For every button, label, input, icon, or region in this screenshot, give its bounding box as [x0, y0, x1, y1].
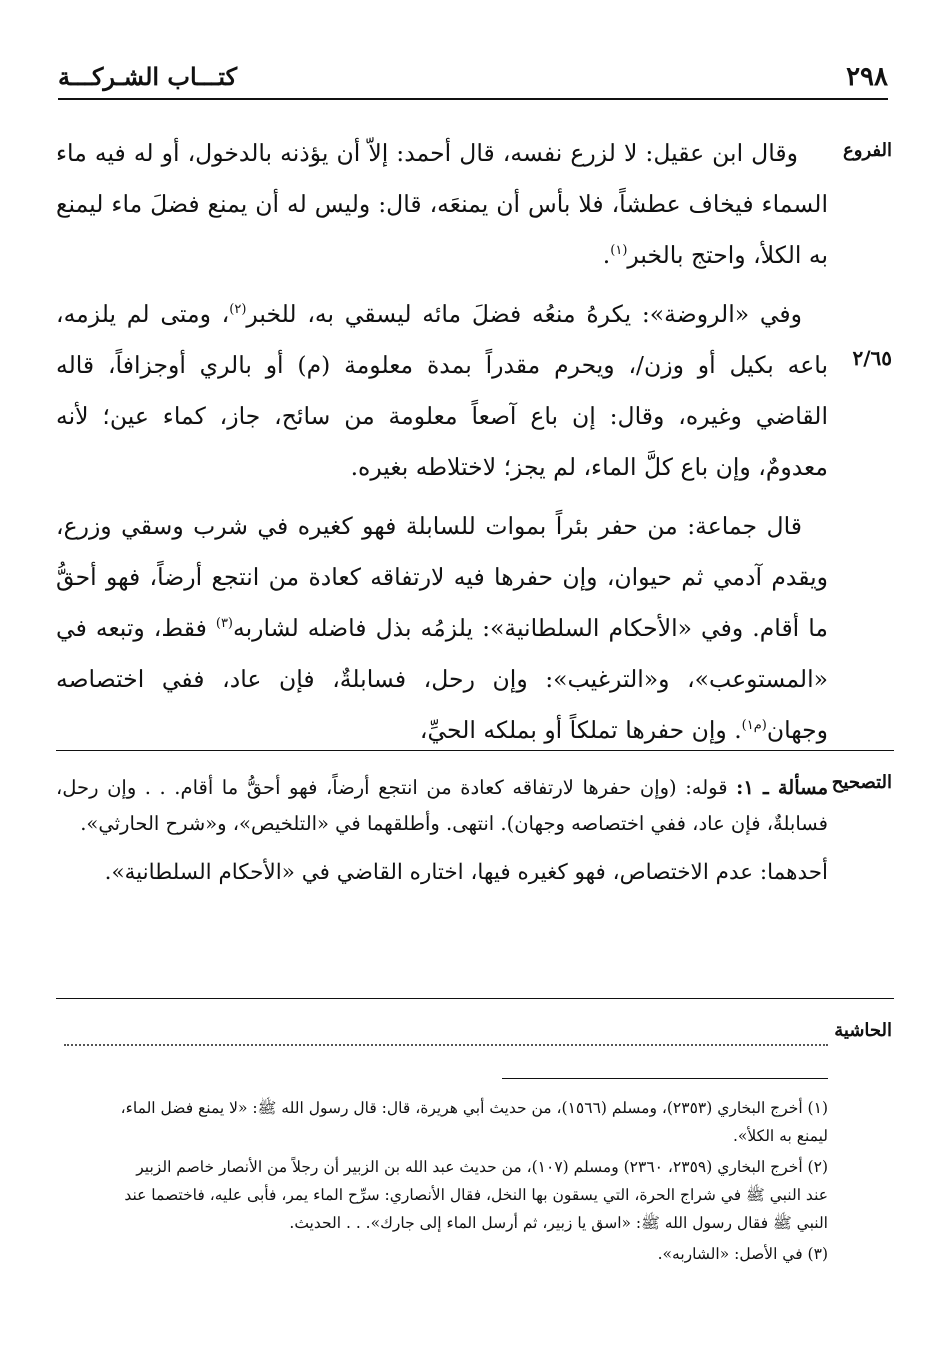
masala-label: مسألة ـ ١:	[736, 776, 829, 799]
footnote-ref-3[interactable]: (٣)	[215, 616, 233, 632]
book-title: كتـــاب الشـركـــة	[58, 62, 238, 91]
page-number: ٢٩٨	[846, 62, 888, 92]
footnote-ref-1[interactable]: (١)	[610, 243, 628, 259]
side-label-hashiya: الحاشية	[834, 1020, 892, 1041]
margin-reference: ٢/٦٥	[852, 346, 892, 370]
masala-ref-1[interactable]: (م١)	[741, 718, 767, 734]
section-divider-2	[56, 998, 894, 999]
main-paragraph-1: وقال ابن عقيل: لا لزرع نفسه، قال أحمد: إلاّ أن يؤذنه بالدخول، أو له فيه ماء السماء فيخاف عطشاً، فلا بأس أن يمنعَه، قال: وليس له أن يمنع فضلَ ماء ليمنع به الكلأ، واحتج بالخبر$^{(١)}$.	[56, 139, 828, 269]
page-header	[58, 62, 888, 100]
hashiya-dotted-line	[64, 1022, 828, 1046]
main-paragraph-3: قال جماعة: من حفر بئراً بموات للسابلة فهو كغيره في شرب وسقي وزرع، ويقدم آدمي ثم حيوان، وإن حفرها فيه لارتفاقه كعادة من انتجع أرضاً، فهو أحقُّ ما أقام. وفي «الأحكام السلطانية»: يلزمُه بذل فاضله لشاربه$^{(٣)}$ فقط، وتبعه في «المستوعب»، و«الترغيب»: وإن رحل، فسابلةٌ، فإن عاد، ففي اختصاصه وجهان$^{(م١)}$. وإن حفرها تملكاً أو بملكه الحيِّ،	[56, 512, 828, 744]
footnote-1: (١) أخرج البخاري (٢٣٥٣)، ومسلم (١٥٦٦)، من حديث أبي هريرة، قال: قال رسول الله ﷺ: «لا يمنع فضل الماء، ليمنع به الكلأ».	[120, 1099, 828, 1145]
side-label-furu: الفروع	[843, 140, 892, 161]
main-paragraph-2: وفي «الروضة»: يكرهُ منعُه فضلَ مائه ليسقي به، للخبر$^{(٢)}$، ومتى لم يلزمه، باعه بكيل أو وزن/، ويحرم مقدراً بمدة معلومة (م) أو بالري أوجزافاً، قاله القاضي وغيره، وقال: إن باع آصعاً معلومة من سائح، جاز، كماء عين؛ لأنه معدومٌ، وإن باع كلَّ الماء، لم يجز؛ لاختلاطه بغيره.	[56, 300, 828, 481]
tashih-paragraph-2: أحدهما: عدم الاختصاص، فهو كغيره فيها، اختاره القاضي في «الأحكام السلطانية».	[104, 860, 828, 885]
side-label-tashih: التصحيح	[831, 772, 892, 793]
footnotes	[56, 1094, 828, 1271]
footnote-3: (٣) في الأصل: «الشاربه».	[657, 1245, 828, 1263]
footnote-2: (٢) أخرج البخاري (٢٣٥٩، ٢٣٦٠) ومسلم (١٠٧)، من حديث عبد الله بن الزبير أن رجلاً من الأنصار خاصم الزبير عند النبي ﷺ في شراج الحرة، التي يسقون بها النخل، فقال الأنصاري: سرِّح الماء يمر، فأبى عليه، فاختصما عند النبي ﷺ فقال رسول الله ﷺ: «اسق يا زبير، ثم أرسل الماء إلى جارك». . . الحديث.	[124, 1158, 828, 1232]
tashih-paragraph-1: مسألة ـ ١: قوله: (وإن حفرها لارتفاقه كعادة من انتجع أرضاً، فهو أحقُّ ما أقام. . . وإن رحل، فسابلةٌ، فإن عاد، ففي اختصاصه وجهان). انتهى. وأطلقهما في «التلخيص»، و«شرح الحارثي».	[56, 776, 829, 835]
tashih-section	[56, 770, 828, 904]
section-divider	[56, 750, 894, 751]
footnote-ref-2[interactable]: (٢)	[229, 302, 247, 318]
footnote-separator	[502, 1078, 828, 1079]
main-text	[56, 128, 828, 764]
